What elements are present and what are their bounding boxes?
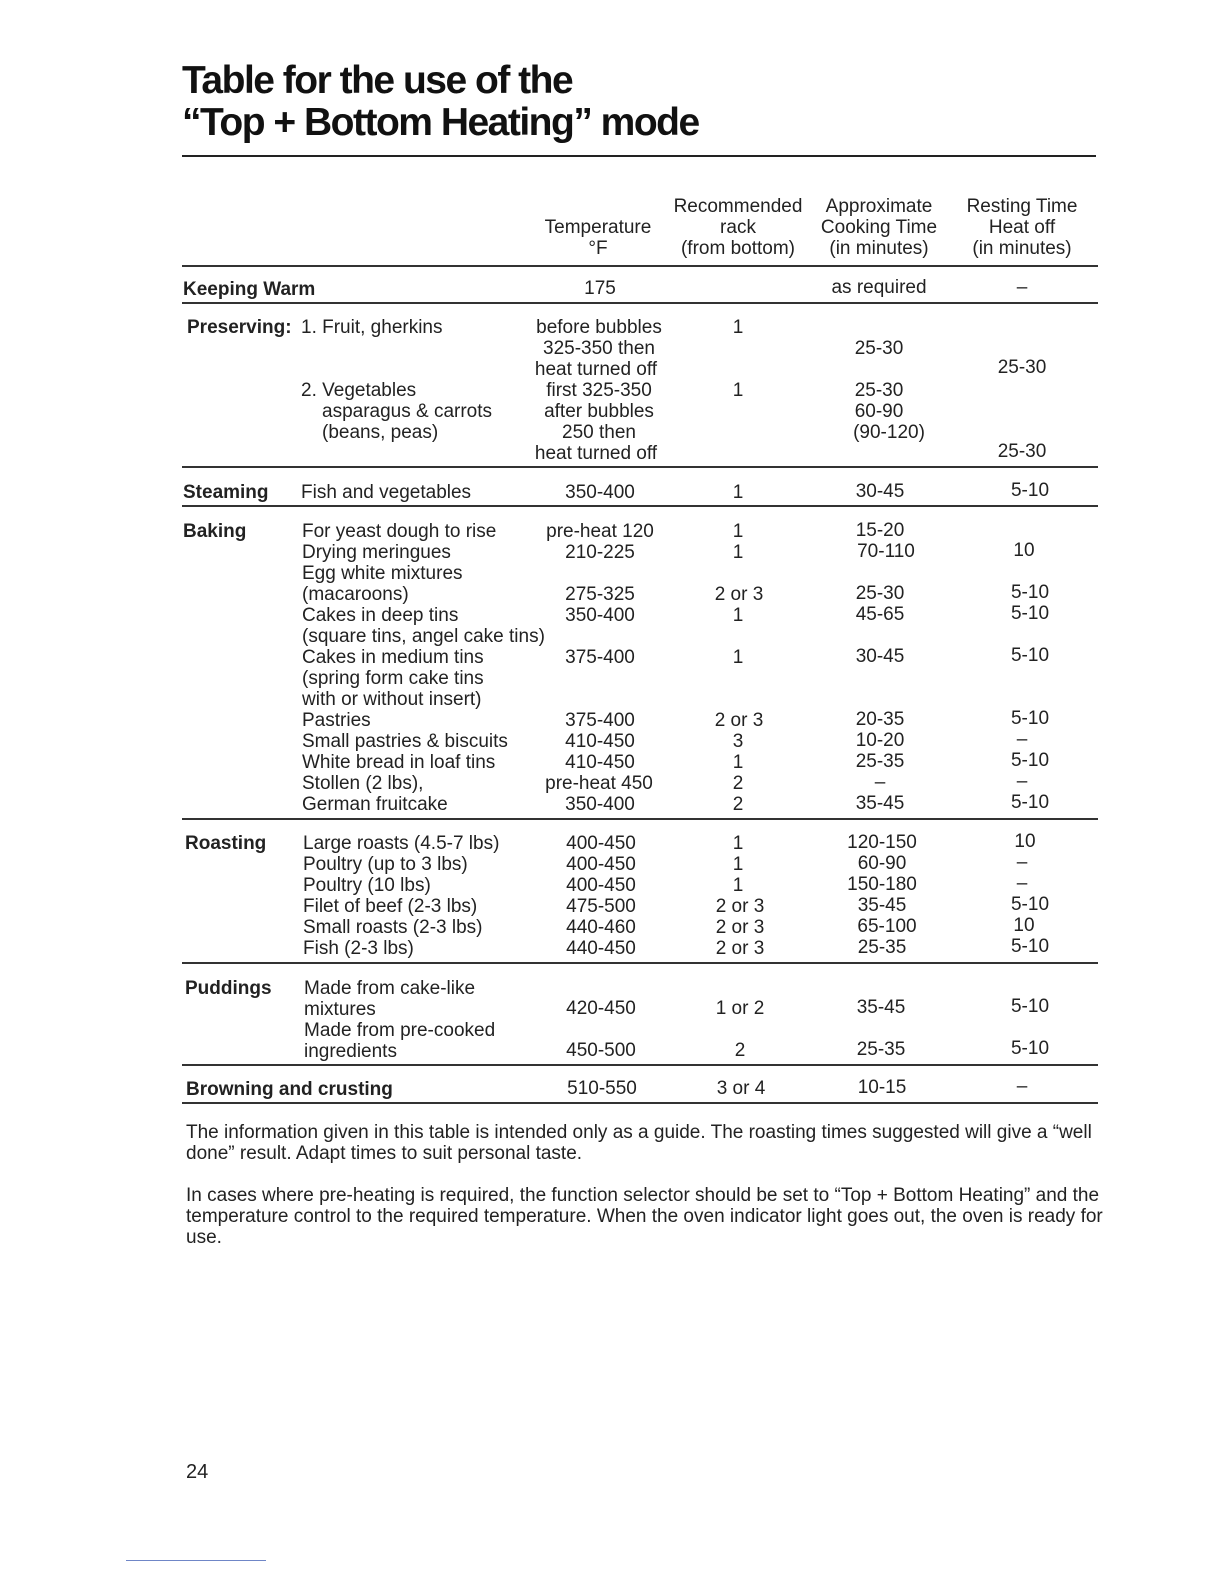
cell-item: Large roasts (4.5-7 lbs) <box>303 833 500 854</box>
header-resting-3: (in minutes) <box>972 238 1072 259</box>
cell-rack: 2 or 3 <box>714 710 764 731</box>
cell-rack: 1 <box>732 833 744 854</box>
cell-rack: 3 <box>732 731 744 752</box>
title-line-1: Table for the use of the <box>182 59 573 102</box>
cell-temperature: 400-450 <box>566 833 636 854</box>
cell-resting-time: – <box>1016 1076 1028 1097</box>
cell-item: Pastries <box>302 710 371 731</box>
cell-item: Stollen (2 lbs), <box>302 773 424 794</box>
cell-resting-time: 5-10 <box>1010 603 1050 624</box>
table-rule <box>182 302 1098 304</box>
cell-cooking-time: 35-45 <box>856 997 906 1018</box>
cell-cooking-time: 10-20 <box>855 730 905 751</box>
cell-cooking-time: 60-90 <box>854 401 904 422</box>
cell-rack: 1 <box>732 482 744 503</box>
cell-resting-time: 25-30 <box>997 441 1047 462</box>
cell-temperature: 475-500 <box>566 896 636 917</box>
cell-cooking-time: 25-35 <box>855 751 905 772</box>
header-rack-1: Recommended <box>673 196 803 217</box>
cell-temperature: after bubbles <box>544 401 654 422</box>
section-label-keeping-warm: Keeping Warm <box>183 279 316 300</box>
cell-resting-time: 5-10 <box>1010 792 1050 813</box>
table-rule <box>182 265 1098 267</box>
header-cooking-2: Cooking Time <box>820 217 938 238</box>
cell-rack: 2 or 3 <box>714 584 764 605</box>
section-label-preserving: Preserving: <box>187 317 292 338</box>
cell-resting-time: 5-10 <box>1010 582 1050 603</box>
cell-rack: 2 or 3 <box>715 938 765 959</box>
cell-resting-time: 5-10 <box>1010 996 1050 1017</box>
cell-item: mixtures <box>304 999 376 1020</box>
cell-temperature: 450-500 <box>566 1040 636 1061</box>
header-resting-1: Resting Time <box>966 196 1078 217</box>
cell-temperature: 210-225 <box>565 542 635 563</box>
cell-cooking-time: 30-45 <box>855 481 905 502</box>
cell-rack: 2 <box>732 794 744 815</box>
footer-rule <box>126 1560 266 1561</box>
cell-resting-time: 5-10 <box>1010 1038 1050 1059</box>
header-rack-3: (from bottom) <box>680 238 796 259</box>
cell-temperature: 275-325 <box>565 584 635 605</box>
section-label-roasting: Roasting <box>185 833 267 854</box>
cell-resting-time: 5-10 <box>1010 894 1050 915</box>
cell-temperature: 325-350 then <box>543 338 655 359</box>
cell-cooking-time: 25-30 <box>855 583 905 604</box>
cell-cooking-time: 25-35 <box>857 937 907 958</box>
note-guide: The information given in this table is intended only as a guide. The roasting times suggested will give a “well done” result. Adapt times to suit personal taste. <box>186 1122 1092 1164</box>
header-cooking-3: (in minutes) <box>829 238 929 259</box>
cell-cooking-time: 15-20 <box>855 520 905 541</box>
cell-temperature: 510-550 <box>567 1078 637 1099</box>
cell-item: Fish and vegetables <box>301 482 472 503</box>
cell-rack: 3 or 4 <box>716 1078 766 1099</box>
cell-item: Egg white mixtures <box>302 563 463 584</box>
cell-item: Filet of beef (2-3 lbs) <box>303 896 478 917</box>
cell-cooking-time: – <box>874 772 886 793</box>
section-label-puddings: Puddings <box>185 978 272 999</box>
cell-resting-time: – <box>1016 771 1028 792</box>
cell-temperature: 400-450 <box>566 875 636 896</box>
cell-cooking-time: 65-100 <box>857 916 917 937</box>
cell-rack: 1 <box>732 752 744 773</box>
cell-temperature: heat turned off <box>534 359 658 380</box>
cell-item: Poultry (10 lbs) <box>303 875 431 896</box>
note-preheating: In cases where pre-heating is required, the function selector should be set to “Top + Bottom Heating” and the temperature control to the required temperature. When the oven indicator light goes out, the oven is ready for use. <box>186 1185 1103 1248</box>
header-temperature-2: °F <box>588 238 608 259</box>
cell-temperature: 440-450 <box>566 938 636 959</box>
cell-resting-time: – <box>1016 729 1028 750</box>
cell-item: Made from pre-cooked <box>304 1020 496 1041</box>
cell-resting-time: – <box>1016 852 1028 873</box>
header-temperature-1: Temperature <box>544 217 652 238</box>
cell-cooking-time: 10-15 <box>857 1077 907 1098</box>
cell-item: Cakes in medium tins <box>302 647 484 668</box>
cell-rack: 2 <box>734 1040 746 1061</box>
cell-item: Small pastries & biscuits <box>302 731 508 752</box>
cell-resting-time: 10 <box>1014 831 1036 852</box>
cell-rack: 1 <box>732 521 744 542</box>
cell-temperature: 250 then <box>562 422 636 443</box>
cell-temperature: 375-400 <box>565 647 635 668</box>
table-rule <box>182 466 1098 468</box>
cell-item: 2. Vegetables <box>301 380 417 401</box>
header-resting-2: Heat off <box>988 217 1056 238</box>
page-number: 24 <box>186 1461 209 1483</box>
cell-item: ingredients <box>304 1041 397 1062</box>
cell-cooking-time: 45-65 <box>855 604 905 625</box>
cell-temperature: 410-450 <box>565 731 635 752</box>
cell-temperature: 175 <box>584 278 616 299</box>
cell-temperature: 350-400 <box>565 482 635 503</box>
cell-item: 1. Fruit, gherkins <box>301 317 443 338</box>
cell-rack: 2 or 3 <box>715 896 765 917</box>
cell-rack: 2 or 3 <box>715 917 765 938</box>
cell-item: Made from cake-like <box>304 978 476 999</box>
cell-item: (macaroons) <box>302 584 409 605</box>
cell-rack: 1 <box>732 380 744 401</box>
cell-cooking-time: 120-150 <box>847 832 917 853</box>
cell-cooking-time: 25-35 <box>856 1039 906 1060</box>
table-rule <box>182 962 1098 964</box>
cell-resting-time: – <box>1016 277 1028 298</box>
header-rack-2: rack <box>720 217 756 238</box>
cell-cooking-time: 30-45 <box>855 646 905 667</box>
cell-rack: 2 <box>732 773 744 794</box>
cell-rack: 1 <box>732 605 744 626</box>
cell-resting-time: 5-10 <box>1010 750 1050 771</box>
cell-temperature: 400-450 <box>566 854 636 875</box>
table-rule <box>182 1102 1098 1104</box>
cell-rack: 1 <box>732 542 744 563</box>
cell-temperature: first 325-350 <box>546 380 652 401</box>
cell-cooking-time: 35-45 <box>855 793 905 814</box>
cell-temperature: pre-heat 120 <box>546 521 654 542</box>
cell-item: (square tins, angel cake tins) <box>302 626 545 647</box>
section-label-baking: Baking <box>183 521 247 542</box>
cell-cooking-time: 60-90 <box>857 853 907 874</box>
section-label-steaming: Steaming <box>183 482 269 503</box>
cell-temperature: 375-400 <box>565 710 635 731</box>
cell-rack: 1 or 2 <box>715 998 765 1019</box>
cell-resting-time: 5-10 <box>1010 708 1050 729</box>
cell-resting-time: – <box>1016 873 1028 894</box>
cell-temperature: 410-450 <box>565 752 635 773</box>
cell-item: (beans, peas) <box>322 422 439 443</box>
cell-item: White bread in loaf tins <box>302 752 496 773</box>
cell-cooking-time: 35-45 <box>857 895 907 916</box>
cell-cooking-time: 70-110 <box>857 541 915 562</box>
cell-cooking-time: 25-30 <box>854 338 904 359</box>
cell-temperature: 440-460 <box>566 917 636 938</box>
cell-item: (spring form cake tins <box>302 668 484 689</box>
cell-cooking-time: 20-35 <box>855 709 905 730</box>
cell-item: German fruitcake <box>302 794 448 815</box>
cell-resting-time: 5-10 <box>1010 936 1050 957</box>
cell-cooking-time: as required <box>831 277 927 298</box>
cell-item: with or without insert) <box>302 689 482 710</box>
table-rule <box>182 505 1098 507</box>
cell-temperature: 420-450 <box>566 998 636 1019</box>
cell-cooking-time: 150-180 <box>847 874 917 895</box>
cell-item: Poultry (up to 3 lbs) <box>303 854 468 875</box>
cell-temperature: before bubbles <box>536 317 662 338</box>
cell-item: Cakes in deep tins <box>302 605 459 626</box>
cell-resting-time: 5-10 <box>1010 480 1050 501</box>
cell-resting-time: 10 <box>1013 915 1035 936</box>
cell-cooking-time: (90-120) <box>853 422 925 443</box>
table-rule <box>182 818 1098 820</box>
cell-rack: 1 <box>732 317 744 338</box>
cell-resting-time: 25-30 <box>997 357 1047 378</box>
cell-cooking-time: 25-30 <box>854 380 904 401</box>
header-cooking-1: Approximate <box>825 196 933 217</box>
title-line-2: “Top + Bottom Heating” mode <box>182 101 699 144</box>
cell-item: Small roasts (2-3 lbs) <box>303 917 483 938</box>
cell-temperature: 350-400 <box>565 794 635 815</box>
cell-item: For yeast dough to rise <box>302 521 497 542</box>
cell-item: asparagus & carrots <box>322 401 493 422</box>
cell-item: Fish (2-3 lbs) <box>303 938 414 959</box>
table-rule <box>182 1064 1098 1066</box>
cell-resting-time: 5-10 <box>1010 645 1050 666</box>
cell-rack: 1 <box>732 854 744 875</box>
cell-rack: 1 <box>732 875 744 896</box>
cell-rack: 1 <box>732 647 744 668</box>
cell-resting-time: 10 <box>1013 540 1035 561</box>
cell-temperature: 350-400 <box>565 605 635 626</box>
page-title <box>182 60 699 144</box>
cell-temperature: pre-heat 450 <box>545 773 653 794</box>
section-label-browning: Browning and crusting <box>186 1079 393 1100</box>
cell-item: Drying meringues <box>302 542 451 563</box>
title-rule <box>182 155 1096 157</box>
cell-temperature: heat turned off <box>534 443 658 464</box>
